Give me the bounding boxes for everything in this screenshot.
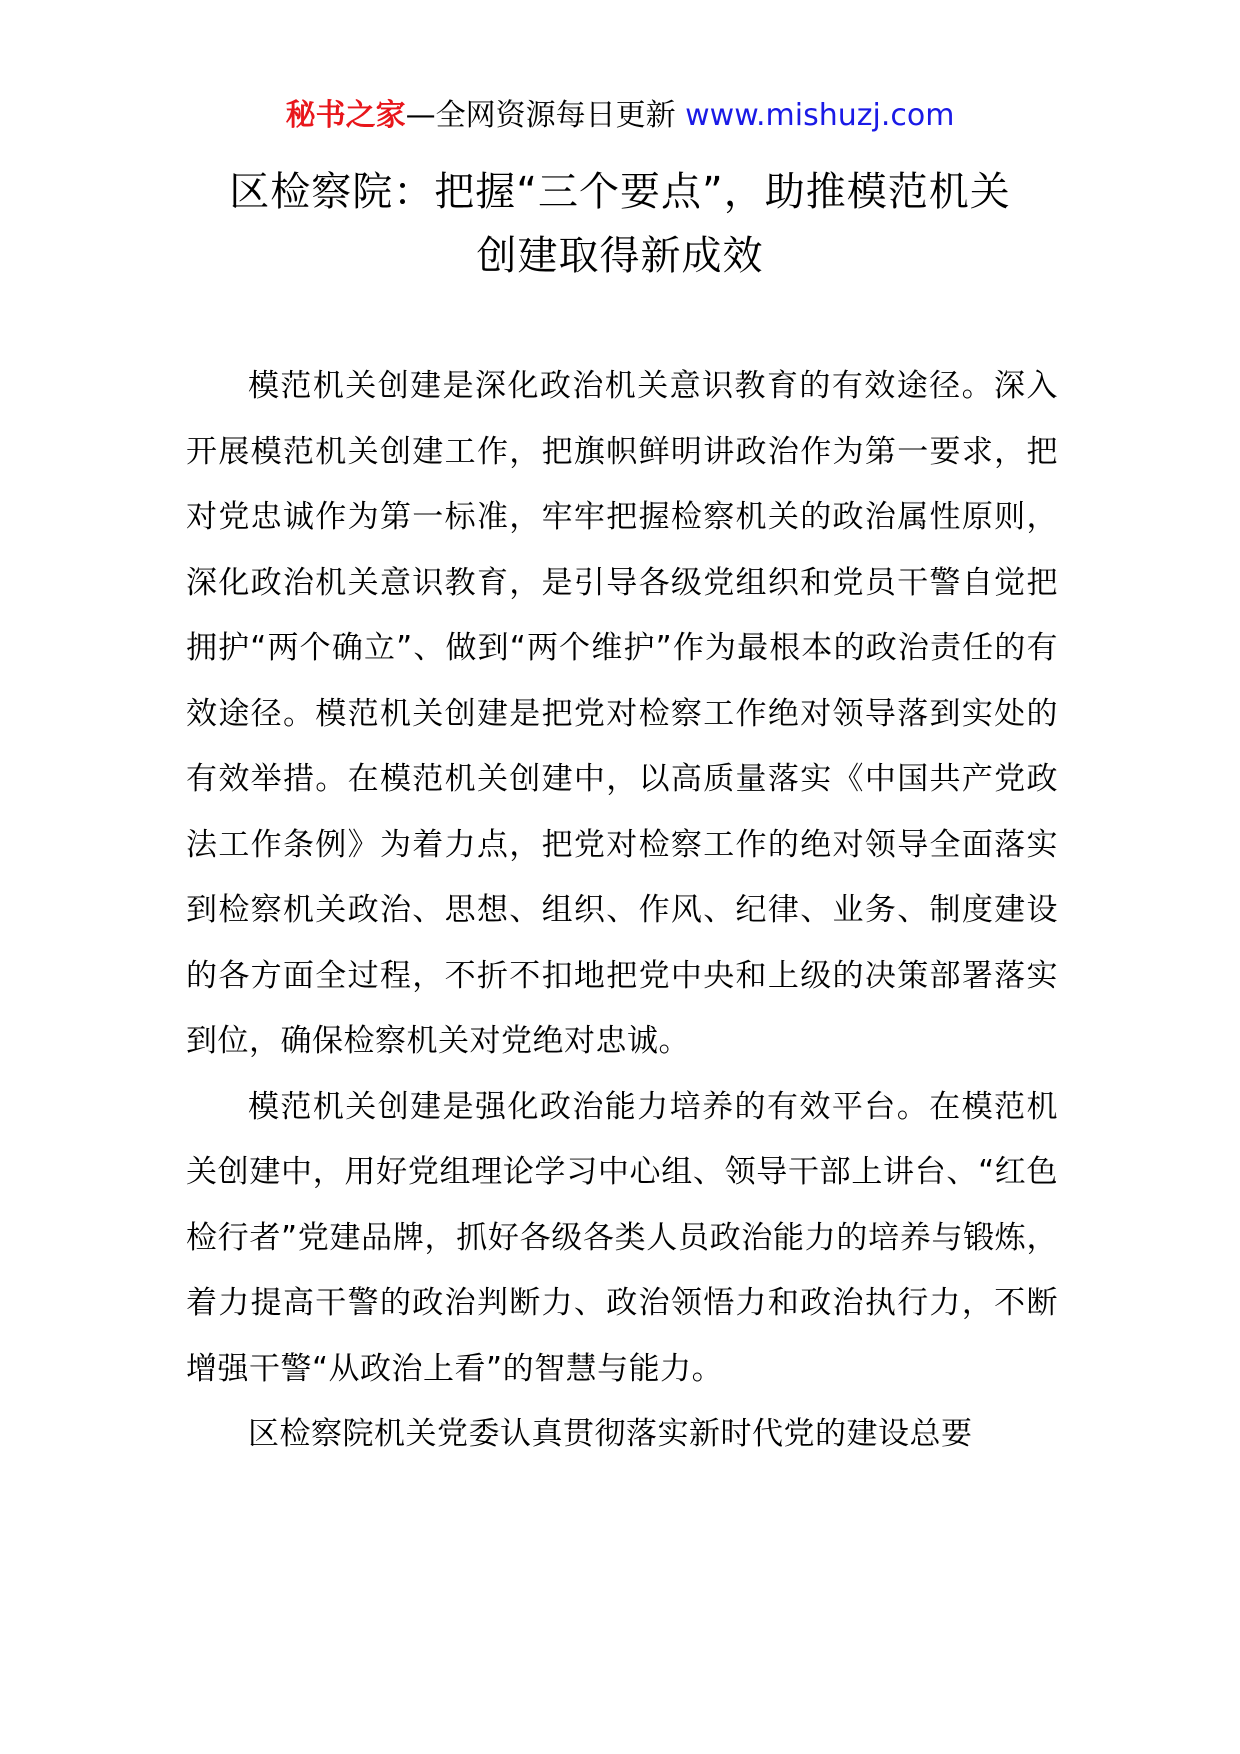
website-link[interactable]: www.mishuzj.com xyxy=(685,98,955,133)
title-line-2: 创建取得新成效 xyxy=(476,233,764,279)
header-tagline: —全网资源每日更新 xyxy=(405,98,686,133)
paragraph-3: 区检察院机关党委认真贯彻落实新时代党的建设总要 xyxy=(248,1416,973,1452)
paragraph-1: 模范机关创建是深化政治机关意识教育的有效途径。深入开展模范机关创建工作，把旗帜鲜明讲政治作为第一要求，把对党忠诚作为第一标准，牢牢把握检察机关的政治属性原则，深化政治机关意识教育，是引导各级党组织和党员干警自觉把拥护“两个确立”、做到“两个维护”作为最根本的政治责任的有效途径。模范机关创建是把党对检察工作绝对领导落到实处的有效举措。在模范机关创建中，以高质量落实《中国共产党政法工作条例》为着力点，把党对检察工作的绝对领导全面落实到检察机关政治、思想、组织、作风、纪律、业务、制度建设的各方面全过程，不折不扣地把党中央和上级的决策部署落实到位，确保检察机关对党绝对忠诚。 xyxy=(186,368,1058,1059)
document-body xyxy=(186,354,1058,1468)
brand-name: 秘书之家 xyxy=(285,98,406,133)
document-title xyxy=(160,160,1080,288)
site-header xyxy=(0,96,1240,136)
title-line-1: 区检察院：把握“三个要点”，助推模范机关 xyxy=(229,169,1011,215)
paragraph-2: 模范机关创建是强化政治能力培养的有效平台。在模范机关创建中，用好党组理论学习中心组、领导干部上讲台、“红色检行者”党建品牌，抓好各级各类人员政治能力的培养与锻炼，着力提高干警的政治判断力、政治领悟力和政治执行力，不断增强干警“从政治上看”的智慧与能力。 xyxy=(186,1088,1058,1387)
